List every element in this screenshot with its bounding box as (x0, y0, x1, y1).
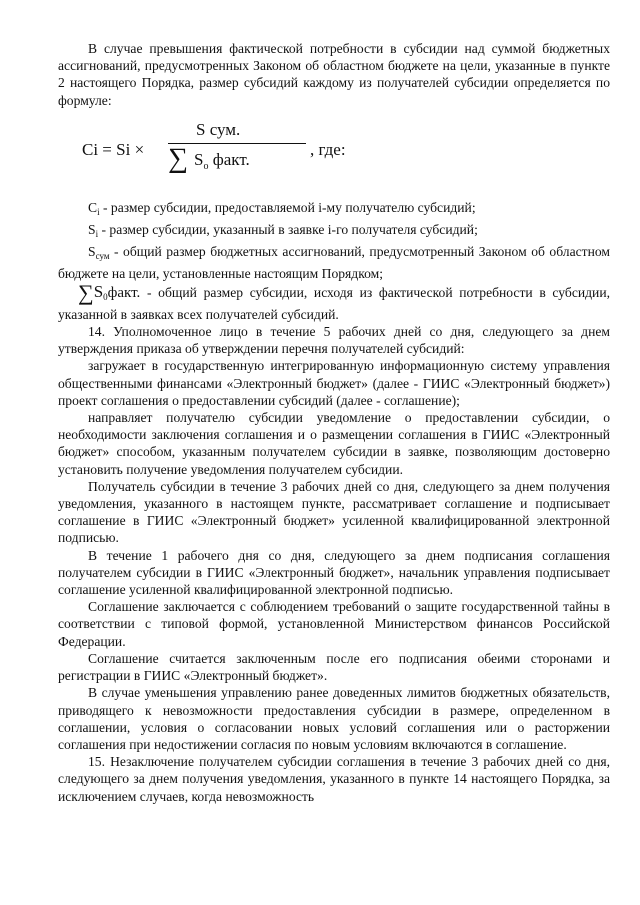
formula-sigma: ∑ (168, 142, 188, 174)
sum-text: - общий размер субсидии, исходя из фактической потребности в субсидии, указанной в заявках всех получателей субсидий. (58, 284, 610, 322)
formula-fraction-bar (168, 143, 306, 144)
definition-ssum (58, 243, 610, 282)
paragraph-14-upload: загружает в государственную интегрированную информационную систему управления общественными финансами «Электронный бюджет» (далее - ГИИС «Электронный бюджет») проект соглашения о предоставлении субсидий (далее - соглашение); (58, 358, 610, 408)
paragraph-14-concluded: Соглашение считается заключенным после его подписания обеими сторонами и регистрации в ГИИС «Электронный бюджет». (58, 650, 610, 684)
definition-si (58, 221, 610, 243)
paragraph-14-head-signs: В течение 1 рабочего дня со дня, следующего за днем подписания соглашения получателем субсидии в ГИИС «Электронный бюджет», начальник управления подписывает соглашение усиленной квалифицированной электронной подписью. (58, 547, 610, 598)
subsidy-formula (58, 121, 610, 183)
paragraph-14: 14. Уполномоченное лицо в течение 5 рабочих дней со дня, следующего за днем утверждения приказа об утверждении перечня получателей субсидий: (58, 324, 610, 357)
paragraph-14-limits: В случае уменьшения управлению ранее доведенных лимитов бюджетных обязательств, приводящего к невозможности предоставления субсидии в размере, определенном в соглашении, условия о согласовании новых условий соглашения или о расторжении соглашения при недостижении согласия по новым условиям включаются в соглашение. (58, 685, 610, 752)
ci-text: - размер субсидии, предоставляемой i-му получателю субсидий; (99, 199, 476, 215)
paragraph-14-notify: направляет получателю субсидии уведомление о предоставлении субсидии, о необходимости заключения соглашения и о размещении соглашения в ГИИС «Электронный бюджет» способом, указанным получателем субсидии в заявке, позволяющим достоверно установить получение уведомления получателем субсидии. (58, 410, 610, 477)
definition-sum (58, 279, 610, 323)
paragraph-14-secrecy: Соглашение заключается с соблюдением требований о защите государственной тайны в соответствии с типовой формой, установленной Министерством финансов Российской Федерации. (58, 599, 610, 649)
si-text: - размер субсидии, указанный в заявке i-го получателя субсидий; (98, 222, 478, 238)
ci-subscript: i (97, 206, 100, 217)
si-symbol: S (88, 222, 96, 238)
document-page (58, 40, 610, 805)
sum-subscript: 0 (103, 291, 108, 302)
ssum-symbol: S (88, 244, 96, 260)
sum-sigma: ∑ (78, 279, 94, 305)
definition-ci (58, 199, 610, 221)
ci-symbol: C (88, 199, 98, 215)
formula-den-s: S (194, 149, 204, 169)
formula-den-sub: o (203, 160, 209, 172)
formula-lhs: Ci = Si × (82, 139, 145, 159)
formula-denominator (194, 151, 250, 175)
ssum-text: - общий размер бюджетных ассигнований, предусмотренный Законом об областном бюджете на цели, установленные настоящим Порядком; (58, 244, 610, 282)
si-subscript: i (95, 229, 99, 240)
paragraph-intro: В случае превышения фактической потребности в субсидии над суммой бюджетных ассигнований, предусмотренных Законом об областном бюджете на цели, указанные в пункте 2 настоящего Порядка, размер субсидий каждому из получателей субсидии определяется по формуле: (58, 41, 610, 108)
sum-s: S (93, 281, 104, 301)
formula-tail: , где: (310, 139, 346, 159)
sum-word: факт. (107, 284, 141, 301)
paragraph-15: 15. Незаключение получателем субсидии соглашения в течение 3 рабочих дней со дня, следующего за днем получения уведомления, указанного в пункте 14 настоящего Порядка, за исключением случаев, когда невозможность (58, 754, 610, 804)
formula-numerator: S сум. (196, 119, 241, 139)
ssum-subscript: сум (95, 251, 110, 262)
paragraph-14-recipient-signs: Получатель субсидии в течение 3 рабочих дней со дня, следующего за днем получения уведомления, указанного в настоящем пункте, рассматривает соглашение и подписывает соглашение в ГИИС «Электронный бюджет» усиленной квалифицированной электронной подписью. (58, 478, 610, 546)
formula-den-word: факт. (208, 149, 250, 169)
